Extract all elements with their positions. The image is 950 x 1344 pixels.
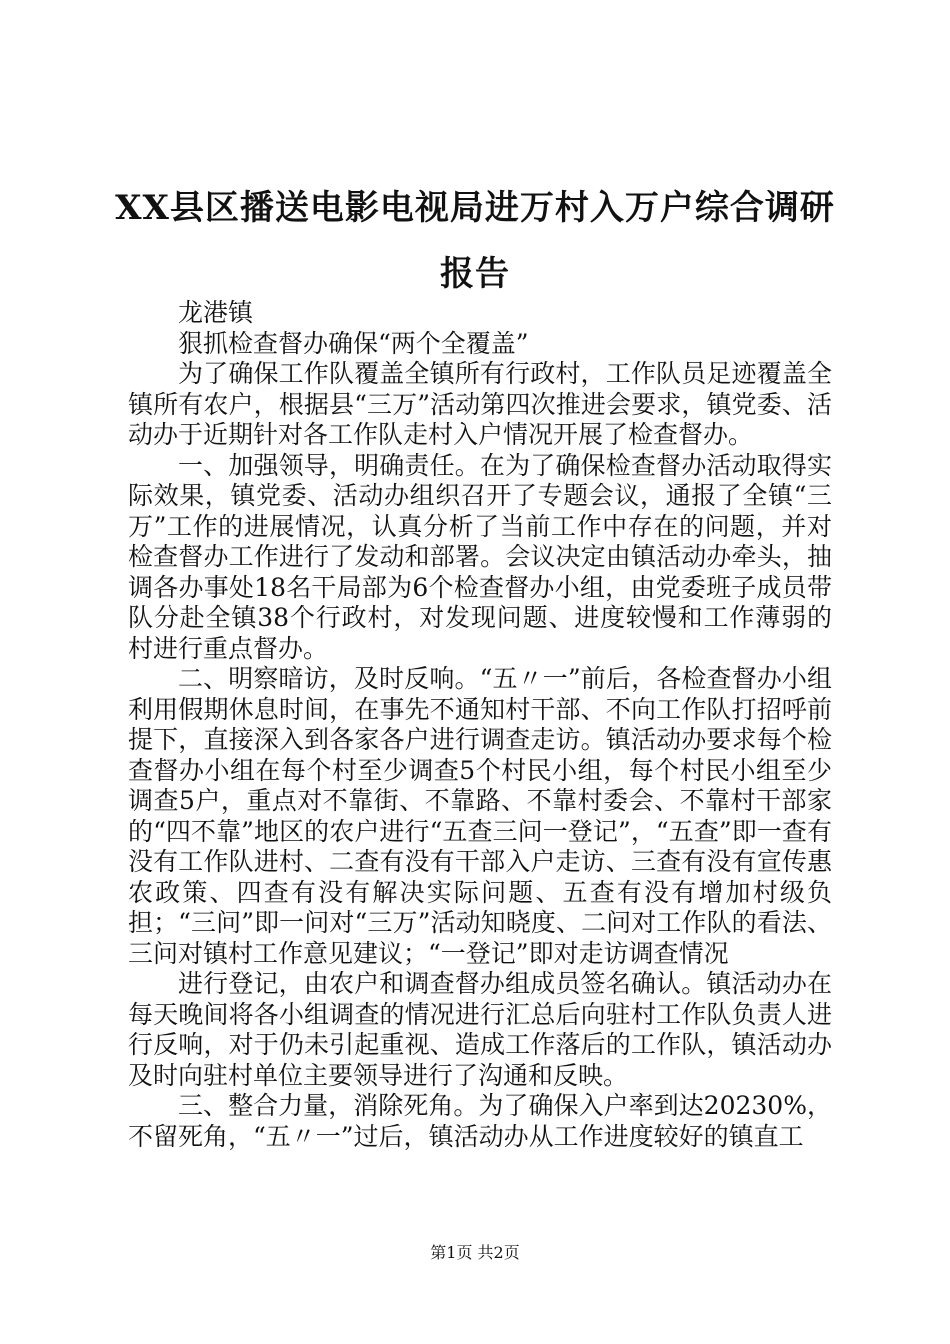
paragraph-subtitle: 狠抓检查督办确保“两个全覆盖” — [178, 328, 529, 358]
paragraph-town: 龙港镇 — [178, 298, 254, 327]
document-title: XX县区播送电影电视局进万村入万户综合调研报告 — [115, 187, 835, 294]
paragraph-section-three: 三、整合力量，消除死角。为了确保入户率到达20230%，不留死角，“五〃一”过后，镇活动办从工作进度较好的镇直工 — [128, 1091, 832, 1151]
paragraph-section-one: 一、加强领导，明确责任。在为了确保检查督办活动取得实际效果，镇党委、活动办组织召开了专题会议，通报了全镇“三万”工作的进展情况，认真分析了当前工作中存在的问题，并对检查督办工作进行了发动和部署。会议决定由镇活动办牵头，抽调各办事处18名干局部为6个检查督办小组，由党委班子成员带队分赴全镇38个行政村，对发现问题、进度较慢和工作薄弱的村进行重点督办。 — [128, 450, 832, 663]
paragraph-registration: 进行登记，由农户和调查督办组成员签名确认。镇活动办在每天晚间将各小组调查的情况进行汇总后向驻村工作队负责人进行反响，对于仍未引起重视、造成工作落后的工作队，镇活动办及时向驻村单位主要领导进行了沟通和反映。 — [128, 969, 832, 1090]
paragraph-section-two: 二、明察暗访，及时反响。“五〃一”前后，各检查督办小组利用假期休息时间，在事先不通知村干部、不向工作队打招呼前提下，直接深入到各家各户进行调查走访。镇活动办要求每个检查督办小组在每个村至少调查5个村民小组，每个村民小组至少调查5户，重点对不靠街、不靠路、不靠村委会、不靠村干部家的“四不靠”地区的农户进行“五查三问一登记”，“五查”即一查有没有工作队进村、二查有没有干部入户走访、三查有没有宣传惠农政策、四查有没有解决实际问题、五查有没有增加村级负担；“三问”即一问对“三万”活动知晓度、二问对工作队的看法、三问对镇村工作意见建议；“一登记”即对走访调查情况 — [128, 664, 832, 968]
page-number-footer: 第1页 共2页 — [430, 1243, 520, 1262]
document-body — [128, 298, 832, 1152]
paragraph-intro: 为了确保工作队覆盖全镇所有行政村，工作队员足迹覆盖全镇所有农户，根据县“三万”活动第四次推进会要求，镇党委、活动办于近期针对各工作队走村入户情况开展了检查督办。 — [128, 359, 832, 449]
